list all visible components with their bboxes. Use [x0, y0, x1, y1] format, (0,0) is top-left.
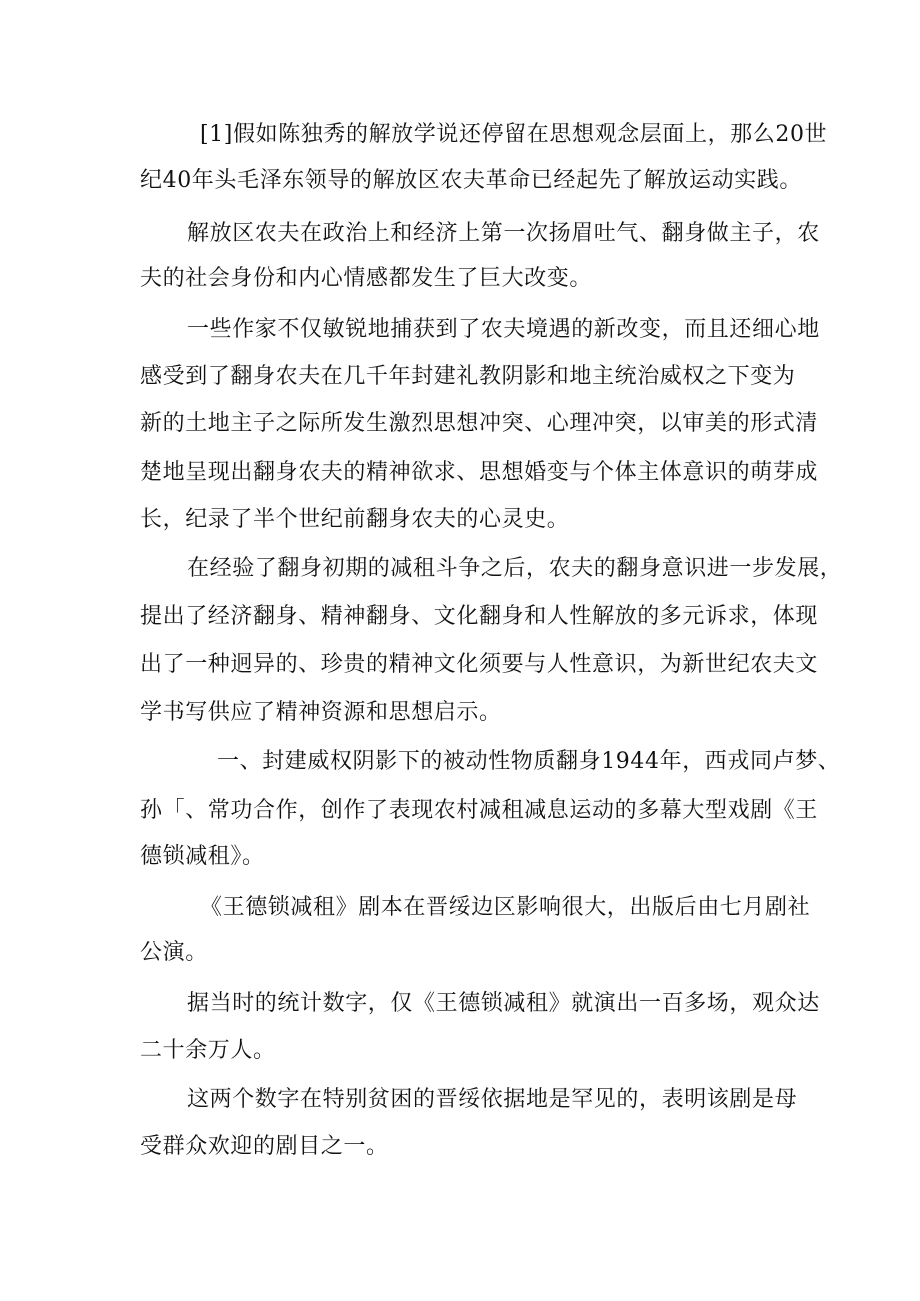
text-line: 受群众欢迎的剧目之一。: [140, 1134, 389, 1159]
text-line: 纪40年头毛泽东领导的解放区农夫革命已经起先了解放运动实践。: [140, 168, 802, 193]
text-line: 这两个数字在特别贫困的晋绥依据地是罕见的，表明该剧是母: [187, 1087, 798, 1112]
text-line: 一些作家不仅敏锐地捕获到了农夫境遇的新改变，而且还细心地: [187, 317, 820, 342]
text-line: 夫的社会身份和内心情感都发生了巨大改变。: [140, 266, 593, 291]
text-line: 一、封建威权阴影下的被动性物质翻身1944年，西戎同卢梦、: [217, 749, 841, 774]
text-line: 新的土地主子之际所发生激烈思想冲突、心理冲突，以审美的形式清: [140, 411, 819, 436]
text-line: 德锁减租》。: [140, 844, 265, 869]
text-line: 在经验了翻身初期的减租斗争之后，农夫的翻身意识进一步发展，: [187, 556, 843, 581]
text-line: 学书写供应了精神资源和思想启示。: [140, 700, 502, 725]
text-line: 出了一种迥异的、珍贵的精神文化须要与人性意识，为新世纪农夫文: [140, 652, 819, 677]
text-line: 公演。: [140, 940, 208, 965]
text-line: 据当时的统计数字，仅《王德锁减租》就演出一百多场，观众达: [187, 991, 820, 1016]
text-line: 二十余万人。: [140, 1038, 276, 1063]
text-line: 楚地呈现出翻身农夫的精神欲求、思想婚变与个体主体意识的萌芽成: [140, 460, 819, 485]
text-line: 长，纪录了半个世纪前翻身农夫的心灵史。: [140, 507, 570, 532]
text-line: 孙「、常功合作，创作了表现农村减租减息运动的多幕大型戏剧《王: [140, 798, 819, 823]
text-line: 提出了经济翻身、精神翻身、文化翻身和人性解放的多元诉求，体现: [140, 604, 819, 629]
text-line: 感受到了翻身农夫在几千年封建礼教阴影和地主统治威权之下变为: [140, 364, 796, 389]
text-line: [1]假如陈独秀的解放学说还停留在思想观念层面上，那么20世: [200, 122, 828, 147]
text-line: 《王德锁减租》剧本在晋绥边区影响很大，出版后由七月剧社: [200, 895, 811, 920]
text-line: 解放区农夫在政治上和经济上第一次扬眉吐气、翻身做主子，农: [187, 221, 820, 246]
